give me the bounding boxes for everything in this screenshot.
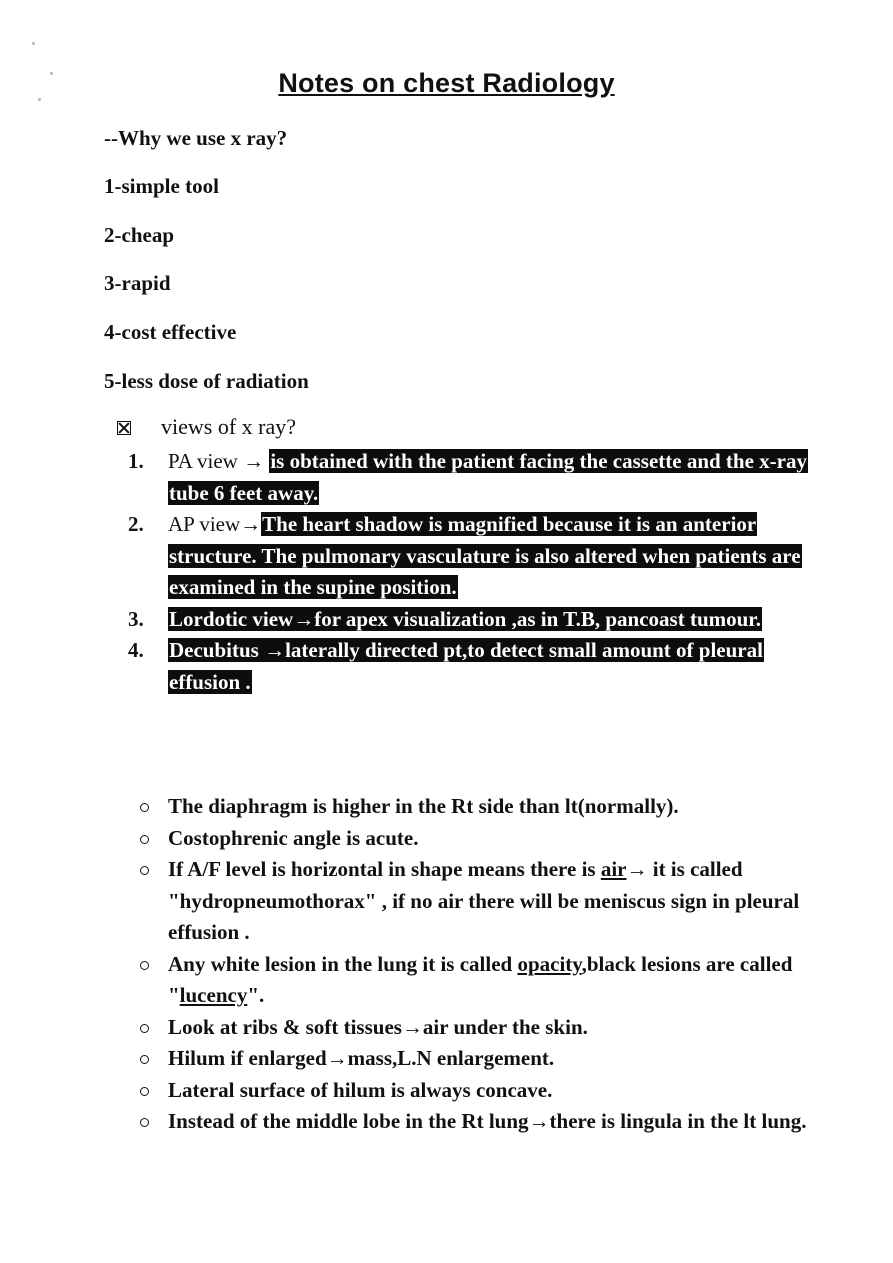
reason-item: 1-simple tool [104,174,219,198]
view-label: PA view → [168,449,270,473]
list-item: Hilum if enlarged→mass,L.N enlargement. [140,1043,820,1075]
list-item [128,635,828,698]
item-number: 3. [128,606,144,631]
notes-list [140,791,820,1138]
bullet-circle-icon [140,866,149,875]
list-item: Instead of the middle lobe in the Rt lung→there is lingula in the lt lung. [140,1106,820,1138]
list-item [128,509,828,604]
highlighted-text: Decubitus →laterally directed pt,to detect small amount of pleural effusion . [169,638,763,694]
highlighted-text: The heart shadow is magnified because it is an anterior structure. The pulmonary vasculature is also altered when patients are examined in the supine position. [169,512,801,599]
list-item: Look at ribs & soft tissues→air under the skin. [140,1012,820,1044]
checkbox-x-icon [117,421,131,435]
views-list [128,446,828,698]
item-number: 4. [128,638,144,662]
bullet-circle-icon [140,1024,149,1033]
list-item: Costophrenic angle is acute. [140,823,820,855]
bullet-circle-icon [140,803,149,812]
list-item: The diaphragm is higher in the Rt side than lt(normally). [140,791,820,823]
view-label: AP view→ [168,512,262,536]
reason-item: 4-cost effective [104,320,237,344]
bullet-circle-icon [140,1118,149,1127]
question-heading: --Why we use x ray? [104,126,288,150]
item-number: 2. [128,512,144,536]
highlighted-text: Lordotic view→for apex visualization ,as in T.B, pancoast tumour. [169,606,761,631]
list-item: Lateral surface of hilum is always concave. [140,1075,820,1107]
list-item: If A/F level is horizontal in shape means there is air→ it is called "hydropneumothorax" , if no air there will be meniscus sign in pleural effusion . [140,854,820,949]
bullet-circle-icon [140,961,149,970]
highlighted-text: is obtained with the patient facing the cassette and the x-ray tube 6 feet away. [169,449,807,505]
list-item [128,604,828,636]
reason-item: 3-rapid [104,271,171,295]
bullet-circle-icon [140,1055,149,1064]
reason-item: 2-cheap [104,223,174,247]
item-number: 1. [128,449,144,473]
list-item: Any white lesion in the lung it is called opacity,black lesions are called "lucency". [140,949,820,1012]
page-title: Notes on chest Radiology [278,68,615,98]
bullet-circle-icon [140,1087,149,1096]
views-heading: views of x ray? [117,414,296,440]
list-item [128,446,828,509]
bullet-circle-icon [140,835,149,844]
reason-item: 5-less dose of radiation [104,369,309,393]
